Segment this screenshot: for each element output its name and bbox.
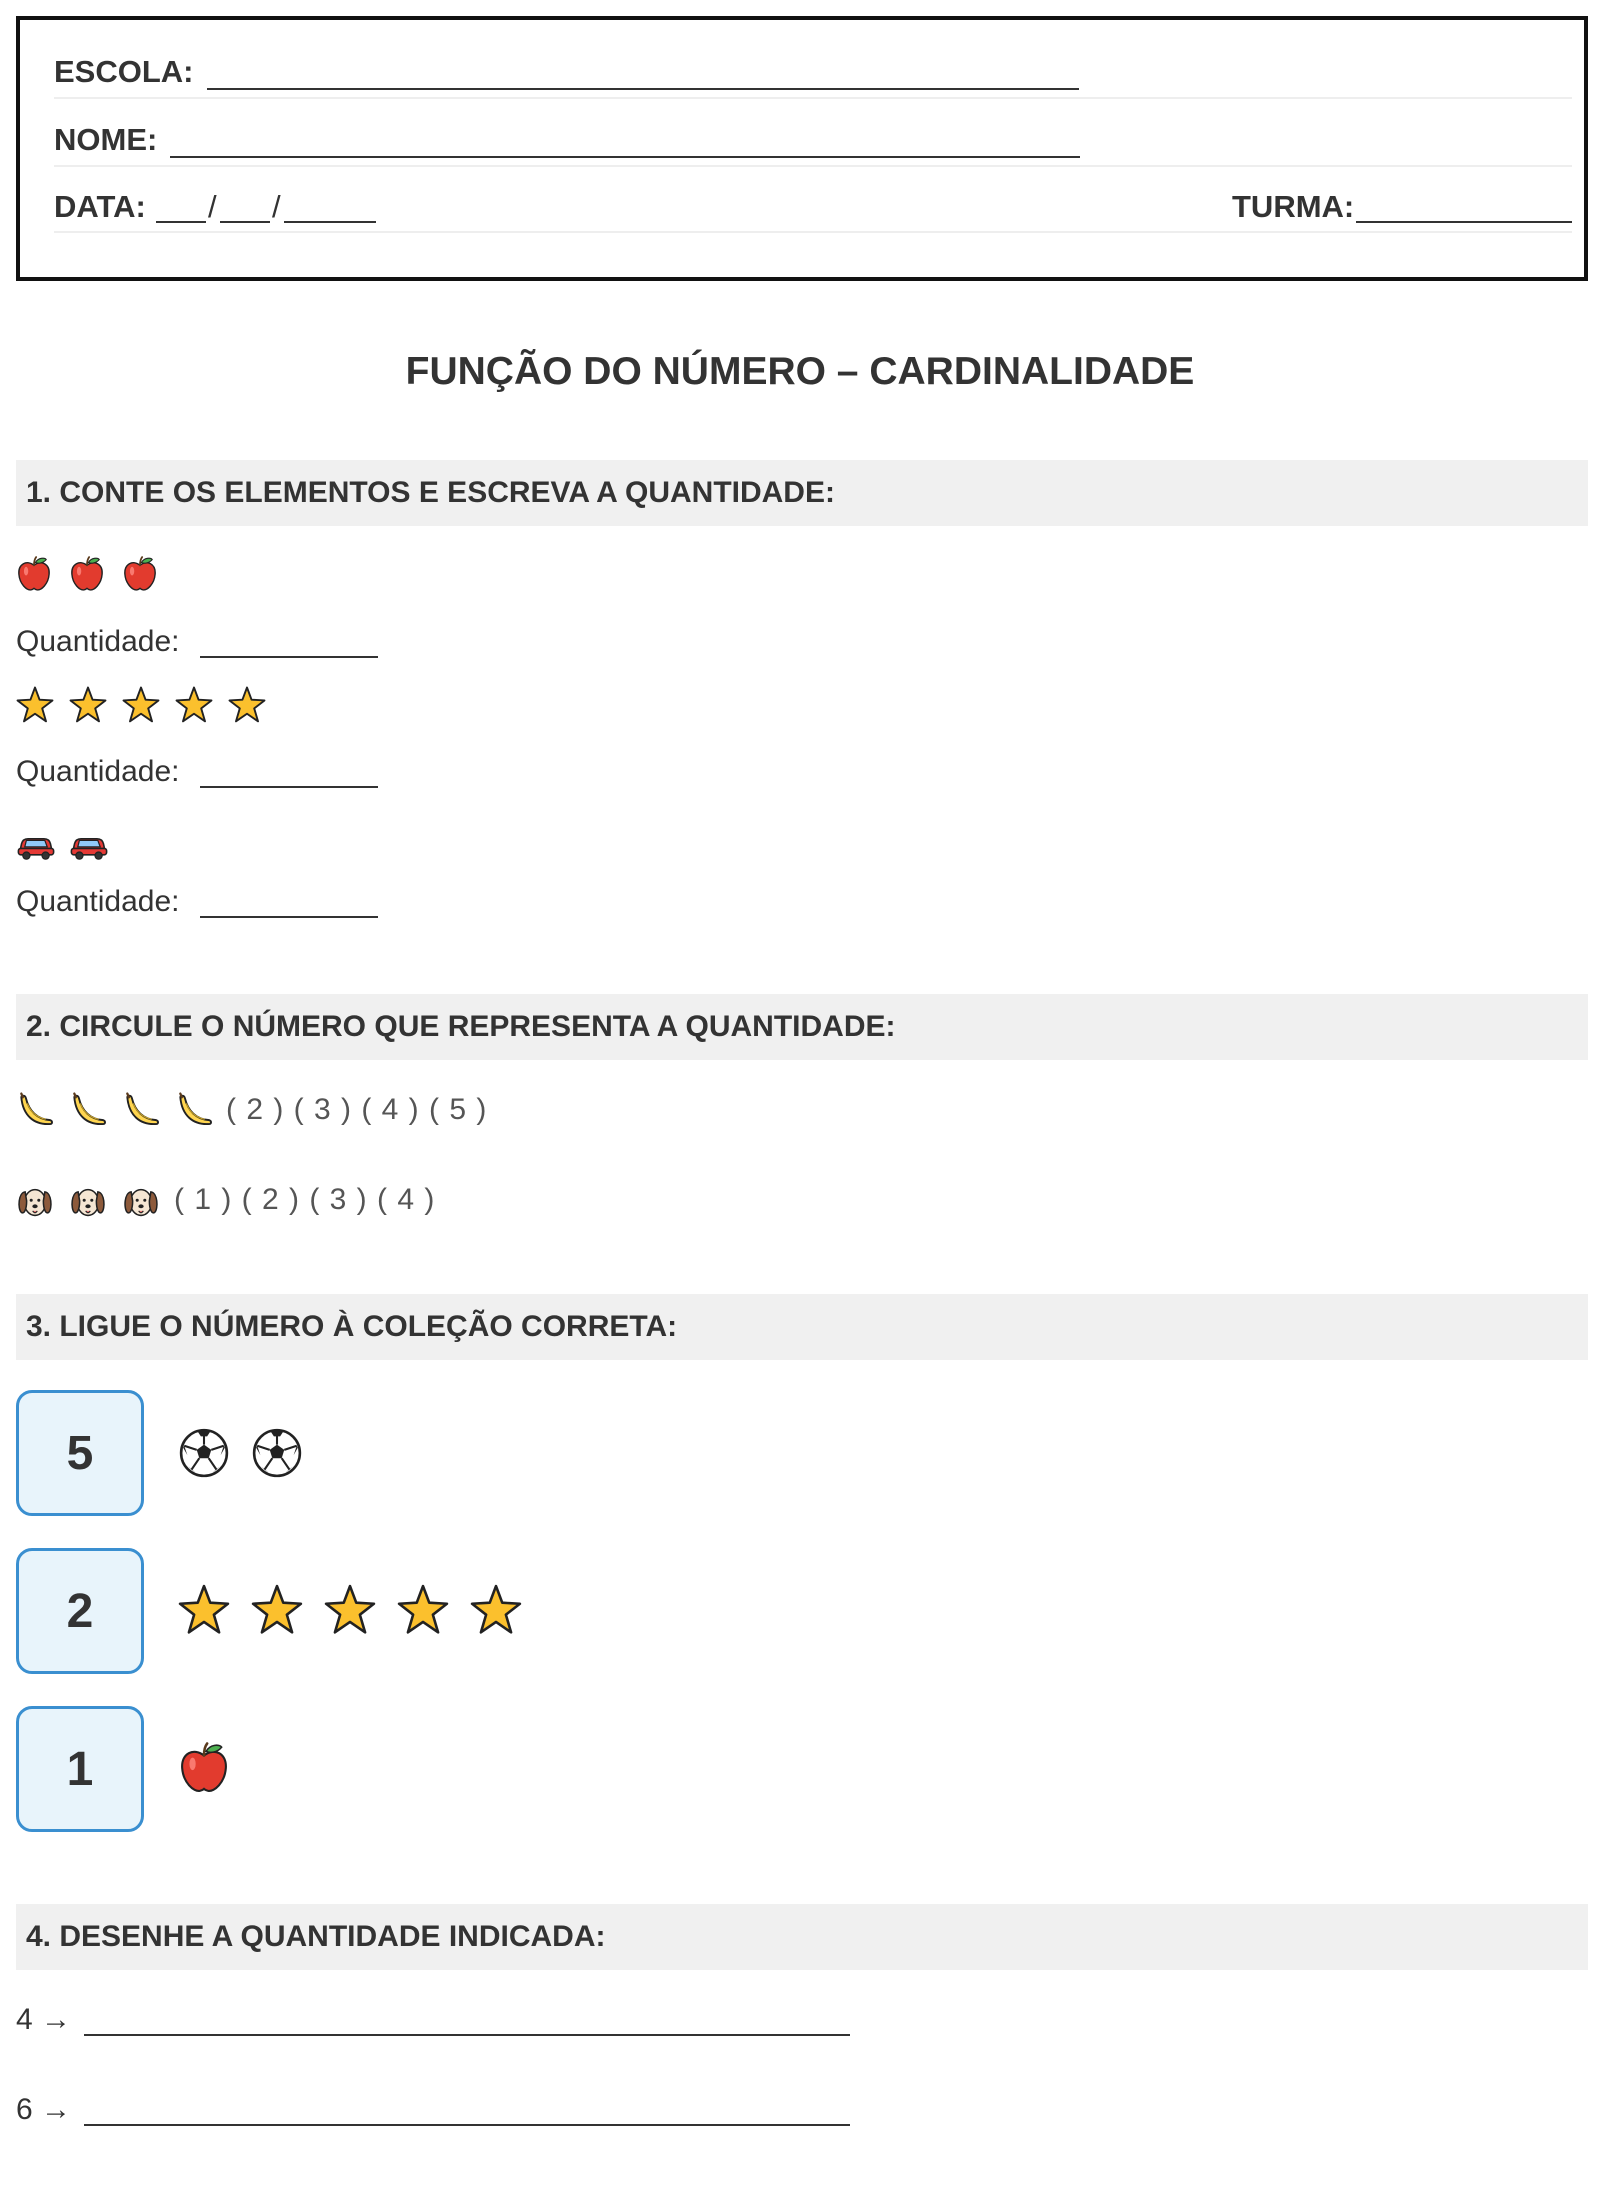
car-icon — [69, 826, 109, 866]
star-icon — [69, 686, 107, 724]
school-label: ESCOLA: — [54, 54, 194, 89]
section-title: 2. CIRCULE O NÚMERO QUE REPRESENTA A QUANTIDADE: — [26, 1010, 896, 1043]
star-icon — [228, 686, 266, 724]
star-icon — [397, 1584, 449, 1636]
section-header-1 — [16, 460, 1588, 526]
date-year-field[interactable] — [284, 221, 376, 223]
apple-icon — [69, 556, 105, 592]
section-title: 1. CONTE OS ELEMENTOS E ESCREVA A QUANTIDADE: — [26, 476, 835, 509]
draw-item-label: 6 → — [16, 2093, 72, 2126]
divider — [54, 97, 1572, 99]
quantity-label: Quantidade: — [16, 755, 180, 788]
name-label: NOME: — [54, 122, 158, 157]
date-label: DATA: — [54, 189, 146, 224]
number-options[interactable]: ( 1 ) ( 2 ) ( 3 ) ( 4 ) — [174, 1183, 436, 1216]
draw-area-line[interactable] — [84, 2034, 850, 2036]
banana-icon — [175, 1092, 213, 1130]
class-field[interactable] — [1356, 221, 1572, 223]
star-icon — [324, 1584, 376, 1636]
number-card[interactable]: 2 — [16, 1548, 144, 1674]
date-separator: / — [272, 189, 281, 224]
star-icon — [122, 686, 160, 724]
student-info-box — [16, 16, 1588, 281]
section-header-3 — [16, 1294, 1588, 1360]
date-day-field[interactable] — [156, 221, 206, 223]
dog-icon — [69, 1182, 107, 1220]
car-icon — [16, 826, 56, 866]
number-card[interactable]: 1 — [16, 1706, 144, 1832]
date-separator: / — [208, 189, 217, 224]
banana-icon — [122, 1092, 160, 1130]
dog-icon — [16, 1182, 54, 1220]
draw-area-line[interactable] — [84, 2124, 850, 2126]
quantity-answer-field[interactable] — [200, 786, 378, 788]
section-header-4 — [16, 1904, 1588, 1970]
star-icon — [16, 686, 54, 724]
dog-icon — [122, 1182, 160, 1220]
name-field[interactable] — [170, 156, 1080, 158]
star-icon — [470, 1584, 522, 1636]
divider — [54, 231, 1572, 233]
banana-icon — [16, 1092, 54, 1130]
section-header-2 — [16, 994, 1588, 1060]
number-options[interactable]: ( 2 ) ( 3 ) ( 4 ) ( 5 ) — [226, 1093, 488, 1126]
divider — [54, 165, 1572, 167]
soccer-ball-icon — [251, 1427, 303, 1479]
banana-icon — [69, 1092, 107, 1130]
quantity-answer-field[interactable] — [200, 656, 378, 658]
apple-icon — [122, 556, 158, 592]
date-month-field[interactable] — [220, 221, 270, 223]
apple-icon — [16, 556, 52, 592]
number-card[interactable]: 5 — [16, 1390, 144, 1516]
section-title: 3. LIGUE O NÚMERO À COLEÇÃO CORRETA: — [26, 1310, 678, 1343]
section-title: 4. DESENHE A QUANTIDADE INDICADA: — [26, 1920, 606, 1953]
star-icon — [178, 1584, 230, 1636]
quantity-label: Quantidade: — [16, 625, 180, 658]
star-icon — [251, 1584, 303, 1636]
quantity-answer-field[interactable] — [200, 916, 378, 918]
draw-item-label: 4 → — [16, 2003, 72, 2036]
school-field[interactable] — [207, 88, 1079, 90]
soccer-ball-icon — [178, 1427, 230, 1479]
apple-icon — [178, 1742, 230, 1794]
class-label: TURMA: — [1232, 189, 1355, 224]
star-icon — [175, 686, 213, 724]
page-title: FUNÇÃO DO NÚMERO – CARDINALIDADE — [405, 350, 1195, 393]
quantity-label: Quantidade: — [16, 885, 180, 918]
